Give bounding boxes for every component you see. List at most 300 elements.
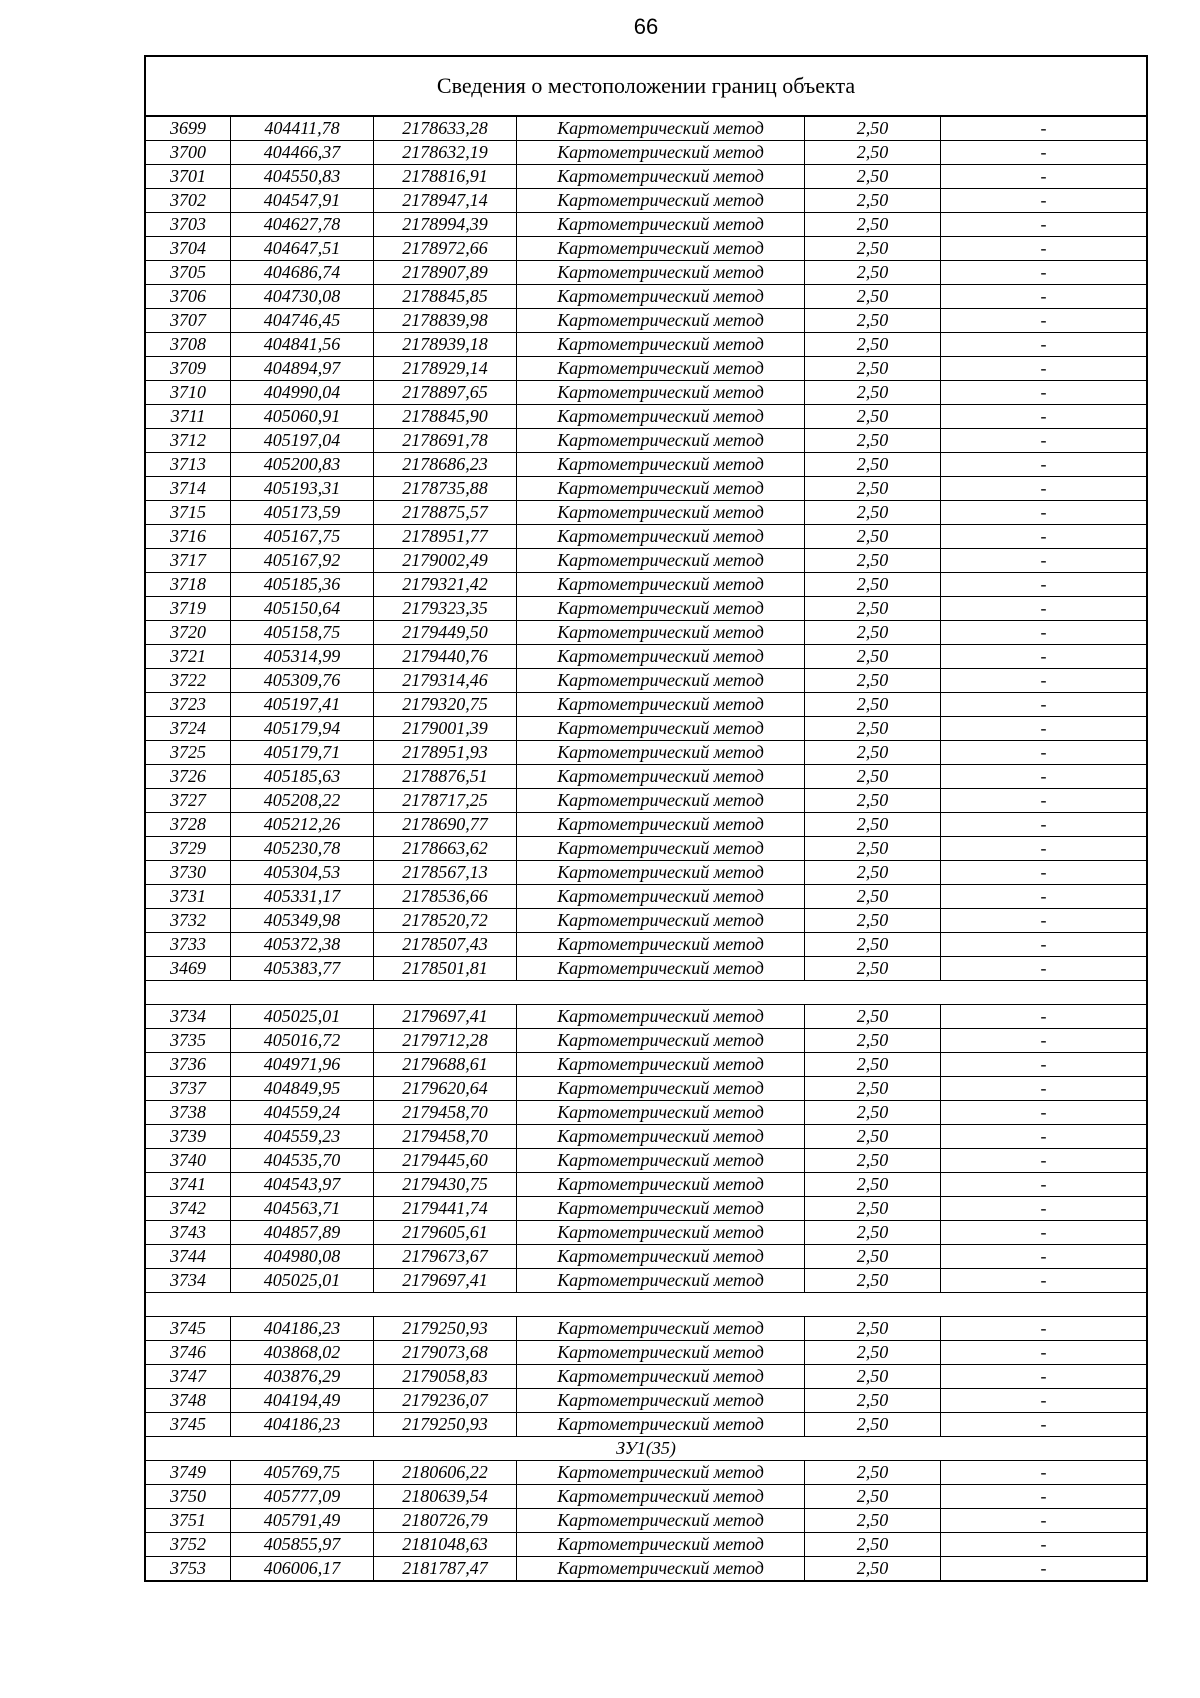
table-row xyxy=(146,501,1146,525)
y-coordinate-cell: 2178897,65 xyxy=(374,381,517,405)
y-coordinate-cell: 2178717,25 xyxy=(374,789,517,813)
x-coordinate-cell: 405331,17 xyxy=(231,885,374,909)
point-number-cell: 3715 xyxy=(146,501,231,525)
point-number-cell: 3701 xyxy=(146,165,231,189)
y-coordinate-cell: 2178507,43 xyxy=(374,933,517,957)
note-cell: - xyxy=(941,1029,1147,1053)
x-coordinate-cell: 404857,89 xyxy=(231,1221,374,1245)
point-number-cell: 3706 xyxy=(146,285,231,309)
note-cell: - xyxy=(941,1005,1147,1029)
method-cell: Картометрический метод xyxy=(517,717,805,741)
point-number-cell: 3730 xyxy=(146,861,231,885)
y-coordinate-cell: 2179441,74 xyxy=(374,1197,517,1221)
note-cell: - xyxy=(941,813,1147,837)
table-row xyxy=(146,1269,1146,1293)
x-coordinate-cell: 404563,71 xyxy=(231,1197,374,1221)
method-cell: Картометрический метод xyxy=(517,1533,805,1557)
accuracy-cell: 2,50 xyxy=(805,381,941,405)
x-coordinate-cell: 405212,26 xyxy=(231,813,374,837)
note-cell: - xyxy=(941,837,1147,861)
x-coordinate-cell: 404411,78 xyxy=(231,117,374,141)
method-cell: Картометрический метод xyxy=(517,1461,805,1485)
y-coordinate-cell: 2178839,98 xyxy=(374,309,517,333)
method-cell: Картометрический метод xyxy=(517,1149,805,1173)
method-cell: Картометрический метод xyxy=(517,189,805,213)
accuracy-cell: 2,50 xyxy=(805,1053,941,1077)
point-number-cell: 3739 xyxy=(146,1125,231,1149)
table-body xyxy=(146,117,1146,1580)
method-cell: Картометрический метод xyxy=(517,525,805,549)
point-number-cell: 3745 xyxy=(146,1413,231,1437)
note-cell: - xyxy=(941,741,1147,765)
x-coordinate-cell: 406006,17 xyxy=(231,1557,374,1581)
method-cell: Картометрический метод xyxy=(517,285,805,309)
point-number-cell: 3708 xyxy=(146,333,231,357)
x-coordinate-cell: 405179,94 xyxy=(231,717,374,741)
method-cell: Картометрический метод xyxy=(517,1365,805,1389)
note-cell: - xyxy=(941,501,1147,525)
accuracy-cell: 2,50 xyxy=(805,189,941,213)
y-coordinate-cell: 2181048,63 xyxy=(374,1533,517,1557)
method-cell: Картометрический метод xyxy=(517,381,805,405)
accuracy-cell: 2,50 xyxy=(805,117,941,141)
x-coordinate-cell: 405372,38 xyxy=(231,933,374,957)
point-number-cell: 3704 xyxy=(146,237,231,261)
note-cell: - xyxy=(941,1077,1147,1101)
point-number-cell: 3714 xyxy=(146,477,231,501)
accuracy-cell: 2,50 xyxy=(805,357,941,381)
table-row xyxy=(146,237,1146,261)
note-cell: - xyxy=(941,165,1147,189)
x-coordinate-cell: 405150,64 xyxy=(231,597,374,621)
method-cell: Картометрический метод xyxy=(517,765,805,789)
y-coordinate-cell: 2179440,76 xyxy=(374,645,517,669)
note-cell: - xyxy=(941,1485,1147,1509)
boundary-table xyxy=(144,55,1148,1582)
table-row xyxy=(146,645,1146,669)
method-cell: Картометрический метод xyxy=(517,789,805,813)
x-coordinate-cell: 405855,97 xyxy=(231,1533,374,1557)
x-coordinate-cell: 404730,08 xyxy=(231,285,374,309)
separator-cell xyxy=(146,1293,1146,1317)
note-cell: - xyxy=(941,1125,1147,1149)
method-cell: Картометрический метод xyxy=(517,597,805,621)
method-cell: Картометрический метод xyxy=(517,333,805,357)
note-cell: - xyxy=(941,885,1147,909)
point-number-cell: 3747 xyxy=(146,1365,231,1389)
point-number-cell: 3705 xyxy=(146,261,231,285)
accuracy-cell: 2,50 xyxy=(805,453,941,477)
y-coordinate-cell: 2178567,13 xyxy=(374,861,517,885)
note-cell: - xyxy=(941,1413,1147,1437)
point-number-cell: 3702 xyxy=(146,189,231,213)
method-cell: Картометрический метод xyxy=(517,429,805,453)
y-coordinate-cell: 2179250,93 xyxy=(374,1413,517,1437)
table-row xyxy=(146,1341,1146,1365)
note-cell: - xyxy=(941,549,1147,573)
note-cell: - xyxy=(941,1365,1147,1389)
note-cell: - xyxy=(941,213,1147,237)
x-coordinate-cell: 405208,22 xyxy=(231,789,374,813)
method-cell: Картометрический метод xyxy=(517,261,805,285)
accuracy-cell: 2,50 xyxy=(805,333,941,357)
note-cell: - xyxy=(941,1245,1147,1269)
x-coordinate-cell: 405777,09 xyxy=(231,1485,374,1509)
accuracy-cell: 2,50 xyxy=(805,429,941,453)
method-cell: Картометрический метод xyxy=(517,957,805,981)
note-cell: - xyxy=(941,645,1147,669)
x-coordinate-cell: 405016,72 xyxy=(231,1029,374,1053)
point-number-cell: 3721 xyxy=(146,645,231,669)
x-coordinate-cell: 404990,04 xyxy=(231,381,374,405)
accuracy-cell: 2,50 xyxy=(805,741,941,765)
x-coordinate-cell: 405769,75 xyxy=(231,1461,374,1485)
method-cell: Картометрический метод xyxy=(517,1269,805,1293)
method-cell: Картометрический метод xyxy=(517,1029,805,1053)
x-coordinate-cell: 404559,23 xyxy=(231,1125,374,1149)
point-number-cell: 3728 xyxy=(146,813,231,837)
note-cell: - xyxy=(941,453,1147,477)
note-cell: - xyxy=(941,1053,1147,1077)
y-coordinate-cell: 2178501,81 xyxy=(374,957,517,981)
note-cell: - xyxy=(941,405,1147,429)
method-cell: Картометрический метод xyxy=(517,909,805,933)
accuracy-cell: 2,50 xyxy=(805,573,941,597)
table-row xyxy=(146,693,1146,717)
y-coordinate-cell: 2179314,46 xyxy=(374,669,517,693)
table-row xyxy=(146,477,1146,501)
y-coordinate-cell: 2178939,18 xyxy=(374,333,517,357)
y-coordinate-cell: 2179250,93 xyxy=(374,1317,517,1341)
table-row xyxy=(146,1245,1146,1269)
accuracy-cell: 2,50 xyxy=(805,813,941,837)
point-number-cell: 3725 xyxy=(146,741,231,765)
y-coordinate-cell: 2178972,66 xyxy=(374,237,517,261)
point-number-cell: 3724 xyxy=(146,717,231,741)
note-cell: - xyxy=(941,309,1147,333)
x-coordinate-cell: 405791,49 xyxy=(231,1509,374,1533)
x-coordinate-cell: 405179,71 xyxy=(231,741,374,765)
y-coordinate-cell: 2179321,42 xyxy=(374,573,517,597)
method-cell: Картометрический метод xyxy=(517,1125,805,1149)
x-coordinate-cell: 404894,97 xyxy=(231,357,374,381)
table-row xyxy=(146,1077,1146,1101)
table-row xyxy=(146,1533,1146,1557)
accuracy-cell: 2,50 xyxy=(805,477,941,501)
y-coordinate-cell: 2178907,89 xyxy=(374,261,517,285)
y-coordinate-cell: 2180639,54 xyxy=(374,1485,517,1509)
x-coordinate-cell: 405158,75 xyxy=(231,621,374,645)
point-number-cell: 3742 xyxy=(146,1197,231,1221)
note-cell: - xyxy=(941,693,1147,717)
point-number-cell: 3469 xyxy=(146,957,231,981)
y-coordinate-cell: 2180726,79 xyxy=(374,1509,517,1533)
table-row xyxy=(146,117,1146,141)
table-row xyxy=(146,765,1146,789)
note-cell: - xyxy=(941,573,1147,597)
x-coordinate-cell: 404627,78 xyxy=(231,213,374,237)
point-number-cell: 3745 xyxy=(146,1317,231,1341)
x-coordinate-cell: 403868,02 xyxy=(231,1341,374,1365)
note-cell: - xyxy=(941,765,1147,789)
method-cell: Картометрический метод xyxy=(517,501,805,525)
accuracy-cell: 2,50 xyxy=(805,645,941,669)
y-coordinate-cell: 2179688,61 xyxy=(374,1053,517,1077)
accuracy-cell: 2,50 xyxy=(805,765,941,789)
accuracy-cell: 2,50 xyxy=(805,549,941,573)
x-coordinate-cell: 404841,56 xyxy=(231,333,374,357)
accuracy-cell: 2,50 xyxy=(805,309,941,333)
table-row xyxy=(146,573,1146,597)
y-coordinate-cell: 2179445,60 xyxy=(374,1149,517,1173)
table-row xyxy=(146,837,1146,861)
point-number-cell: 3737 xyxy=(146,1077,231,1101)
accuracy-cell: 2,50 xyxy=(805,1485,941,1509)
separator-row xyxy=(146,1293,1146,1317)
table-row xyxy=(146,933,1146,957)
method-cell: Картометрический метод xyxy=(517,405,805,429)
table-row xyxy=(146,1053,1146,1077)
method-cell: Картометрический метод xyxy=(517,621,805,645)
x-coordinate-cell: 405193,31 xyxy=(231,477,374,501)
separator-row xyxy=(146,981,1146,1005)
method-cell: Картометрический метод xyxy=(517,1389,805,1413)
x-coordinate-cell: 405197,04 xyxy=(231,429,374,453)
table-row xyxy=(146,1005,1146,1029)
point-number-cell: 3738 xyxy=(146,1101,231,1125)
y-coordinate-cell: 2179620,64 xyxy=(374,1077,517,1101)
x-coordinate-cell: 405185,63 xyxy=(231,765,374,789)
point-number-cell: 3735 xyxy=(146,1029,231,1053)
x-coordinate-cell: 405025,01 xyxy=(231,1269,374,1293)
accuracy-cell: 2,50 xyxy=(805,1125,941,1149)
section-header-row xyxy=(146,1437,1146,1461)
y-coordinate-cell: 2179002,49 xyxy=(374,549,517,573)
x-coordinate-cell: 404186,23 xyxy=(231,1413,374,1437)
x-coordinate-cell: 405197,41 xyxy=(231,693,374,717)
table-row xyxy=(146,1389,1146,1413)
point-number-cell: 3709 xyxy=(146,357,231,381)
point-number-cell: 3718 xyxy=(146,573,231,597)
x-coordinate-cell: 405025,01 xyxy=(231,1005,374,1029)
table-row xyxy=(146,789,1146,813)
method-cell: Картометрический метод xyxy=(517,1341,805,1365)
accuracy-cell: 2,50 xyxy=(805,1341,941,1365)
y-coordinate-cell: 2179449,50 xyxy=(374,621,517,645)
note-cell: - xyxy=(941,1317,1147,1341)
y-coordinate-cell: 2179058,83 xyxy=(374,1365,517,1389)
note-cell: - xyxy=(941,1197,1147,1221)
y-coordinate-cell: 2178845,85 xyxy=(374,285,517,309)
point-number-cell: 3752 xyxy=(146,1533,231,1557)
table-row xyxy=(146,309,1146,333)
x-coordinate-cell: 405383,77 xyxy=(231,957,374,981)
point-number-cell: 3729 xyxy=(146,837,231,861)
x-coordinate-cell: 405167,92 xyxy=(231,549,374,573)
table-row xyxy=(146,285,1146,309)
method-cell: Картометрический метод xyxy=(517,309,805,333)
x-coordinate-cell: 404535,70 xyxy=(231,1149,374,1173)
y-coordinate-cell: 2178633,28 xyxy=(374,117,517,141)
table-row xyxy=(146,333,1146,357)
method-cell: Картометрический метод xyxy=(517,933,805,957)
point-number-cell: 3720 xyxy=(146,621,231,645)
y-coordinate-cell: 2178876,51 xyxy=(374,765,517,789)
method-cell: Картометрический метод xyxy=(517,117,805,141)
coordinates-table xyxy=(146,117,1146,1580)
method-cell: Картометрический метод xyxy=(517,645,805,669)
y-coordinate-cell: 2178816,91 xyxy=(374,165,517,189)
method-cell: Картометрический метод xyxy=(517,357,805,381)
accuracy-cell: 2,50 xyxy=(805,597,941,621)
point-number-cell: 3741 xyxy=(146,1173,231,1197)
point-number-cell: 3734 xyxy=(146,1005,231,1029)
table-row xyxy=(146,1509,1146,1533)
x-coordinate-cell: 405185,36 xyxy=(231,573,374,597)
accuracy-cell: 2,50 xyxy=(805,789,941,813)
y-coordinate-cell: 2179605,61 xyxy=(374,1221,517,1245)
accuracy-cell: 2,50 xyxy=(805,669,941,693)
x-coordinate-cell: 405304,53 xyxy=(231,861,374,885)
table-row xyxy=(146,525,1146,549)
note-cell: - xyxy=(941,597,1147,621)
method-cell: Картометрический метод xyxy=(517,1557,805,1581)
accuracy-cell: 2,50 xyxy=(805,621,941,645)
table-row xyxy=(146,1029,1146,1053)
method-cell: Картометрический метод xyxy=(517,1101,805,1125)
note-cell: - xyxy=(941,933,1147,957)
method-cell: Картометрический метод xyxy=(517,1509,805,1533)
accuracy-cell: 2,50 xyxy=(805,1197,941,1221)
point-number-cell: 3722 xyxy=(146,669,231,693)
table-row xyxy=(146,1365,1146,1389)
note-cell: - xyxy=(941,429,1147,453)
table-row xyxy=(146,213,1146,237)
x-coordinate-cell: 404547,91 xyxy=(231,189,374,213)
accuracy-cell: 2,50 xyxy=(805,1509,941,1533)
x-coordinate-cell: 404194,49 xyxy=(231,1389,374,1413)
note-cell: - xyxy=(941,237,1147,261)
point-number-cell: 3712 xyxy=(146,429,231,453)
y-coordinate-cell: 2178632,19 xyxy=(374,141,517,165)
accuracy-cell: 2,50 xyxy=(805,885,941,909)
x-coordinate-cell: 405230,78 xyxy=(231,837,374,861)
note-cell: - xyxy=(941,1533,1147,1557)
note-cell: - xyxy=(941,117,1147,141)
y-coordinate-cell: 2179697,41 xyxy=(374,1269,517,1293)
table-row xyxy=(146,1317,1146,1341)
method-cell: Картометрический метод xyxy=(517,813,805,837)
y-coordinate-cell: 2179236,07 xyxy=(374,1389,517,1413)
point-number-cell: 3716 xyxy=(146,525,231,549)
point-number-cell: 3723 xyxy=(146,693,231,717)
x-coordinate-cell: 404746,45 xyxy=(231,309,374,333)
table-row xyxy=(146,189,1146,213)
accuracy-cell: 2,50 xyxy=(805,717,941,741)
section-label: ЗУ1(35) xyxy=(146,1437,1146,1461)
accuracy-cell: 2,50 xyxy=(805,1269,941,1293)
method-cell: Картометрический метод xyxy=(517,1317,805,1341)
note-cell: - xyxy=(941,1341,1147,1365)
method-cell: Картометрический метод xyxy=(517,693,805,717)
x-coordinate-cell: 404980,08 xyxy=(231,1245,374,1269)
table-row xyxy=(146,669,1146,693)
point-number-cell: 3743 xyxy=(146,1221,231,1245)
x-coordinate-cell: 404559,24 xyxy=(231,1101,374,1125)
x-coordinate-cell: 405309,76 xyxy=(231,669,374,693)
x-coordinate-cell: 405200,83 xyxy=(231,453,374,477)
accuracy-cell: 2,50 xyxy=(805,165,941,189)
y-coordinate-cell: 2179073,68 xyxy=(374,1341,517,1365)
accuracy-cell: 2,50 xyxy=(805,213,941,237)
method-cell: Картометрический метод xyxy=(517,1173,805,1197)
separator-cell xyxy=(146,981,1146,1005)
accuracy-cell: 2,50 xyxy=(805,1533,941,1557)
table-row xyxy=(146,717,1146,741)
method-cell: Картометрический метод xyxy=(517,1197,805,1221)
accuracy-cell: 2,50 xyxy=(805,501,941,525)
table-row xyxy=(146,1221,1146,1245)
table-row xyxy=(146,1149,1146,1173)
table-row xyxy=(146,861,1146,885)
point-number-cell: 3717 xyxy=(146,549,231,573)
x-coordinate-cell: 404550,83 xyxy=(231,165,374,189)
x-coordinate-cell: 404647,51 xyxy=(231,237,374,261)
method-cell: Картометрический метод xyxy=(517,573,805,597)
accuracy-cell: 2,50 xyxy=(805,1029,941,1053)
x-coordinate-cell: 404971,96 xyxy=(231,1053,374,1077)
y-coordinate-cell: 2181787,47 xyxy=(374,1557,517,1581)
note-cell: - xyxy=(941,357,1147,381)
note-cell: - xyxy=(941,333,1147,357)
point-number-cell: 3740 xyxy=(146,1149,231,1173)
table-row xyxy=(146,381,1146,405)
accuracy-cell: 2,50 xyxy=(805,525,941,549)
table-row xyxy=(146,1101,1146,1125)
y-coordinate-cell: 2180606,22 xyxy=(374,1461,517,1485)
accuracy-cell: 2,50 xyxy=(805,405,941,429)
accuracy-cell: 2,50 xyxy=(805,861,941,885)
x-coordinate-cell: 405173,59 xyxy=(231,501,374,525)
table-row xyxy=(146,1173,1146,1197)
note-cell: - xyxy=(941,1509,1147,1533)
accuracy-cell: 2,50 xyxy=(805,1149,941,1173)
note-cell: - xyxy=(941,717,1147,741)
table-row xyxy=(146,1197,1146,1221)
table-row xyxy=(146,357,1146,381)
method-cell: Картометрический метод xyxy=(517,1245,805,1269)
x-coordinate-cell: 404466,37 xyxy=(231,141,374,165)
accuracy-cell: 2,50 xyxy=(805,237,941,261)
y-coordinate-cell: 2179697,41 xyxy=(374,1005,517,1029)
note-cell: - xyxy=(941,141,1147,165)
accuracy-cell: 2,50 xyxy=(805,1557,941,1581)
note-cell: - xyxy=(941,789,1147,813)
point-number-cell: 3719 xyxy=(146,597,231,621)
x-coordinate-cell: 405060,91 xyxy=(231,405,374,429)
method-cell: Картометрический метод xyxy=(517,141,805,165)
note-cell: - xyxy=(941,381,1147,405)
table-row xyxy=(146,165,1146,189)
point-number-cell: 3711 xyxy=(146,405,231,429)
y-coordinate-cell: 2178735,88 xyxy=(374,477,517,501)
method-cell: Картометрический метод xyxy=(517,549,805,573)
note-cell: - xyxy=(941,525,1147,549)
y-coordinate-cell: 2178875,57 xyxy=(374,501,517,525)
table-row xyxy=(146,1557,1146,1581)
table-row xyxy=(146,549,1146,573)
page-number: 66 xyxy=(633,14,659,39)
